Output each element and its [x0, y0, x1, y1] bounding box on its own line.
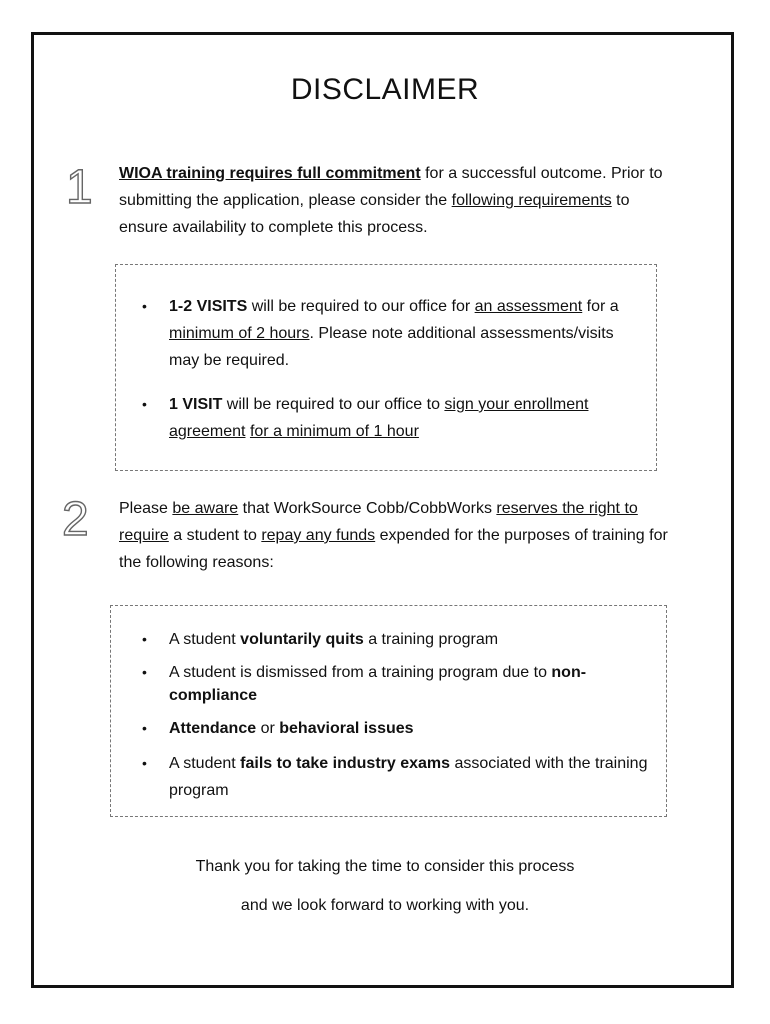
page-title: DISCLAIMER: [290, 73, 480, 106]
bullet-icon: •: [142, 396, 147, 412]
paragraph-text: to ensure availability to complete this process.: [119, 192, 630, 236]
list-item: [116, 717, 656, 740]
paragraph-underline: repay any funds: [261, 527, 376, 544]
paragraph-text: that WorkSource Cobb/CobbWorks: [238, 500, 497, 517]
item-bold: behavioral issues: [279, 720, 414, 737]
bullet-icon: •: [142, 755, 147, 771]
item-underline: sign your enrollment agreement: [169, 396, 589, 440]
visits-label: 1-2 VISITS: [169, 298, 248, 315]
bullet-icon: •: [142, 664, 147, 680]
list-item: [116, 628, 656, 651]
item-bold: Attendance: [169, 720, 257, 737]
item-bold: voluntarily quits: [240, 631, 364, 648]
item-text: A student: [169, 631, 241, 648]
item-text: will be required to our office for: [247, 298, 475, 315]
item-underline: minimum of 2 hours: [169, 325, 310, 342]
item-underline: an assessment: [474, 298, 583, 315]
item-text: for a: [582, 298, 619, 315]
bullet-icon: •: [142, 720, 147, 736]
requirements-list: [116, 293, 636, 462]
reasons-box: [110, 605, 667, 817]
item-text: . Please note additional assessments/visits may be required.: [169, 325, 614, 369]
item-text: a training program: [363, 631, 499, 648]
item-text: A student: [169, 755, 241, 772]
paragraph-text: for a successful outcome. Prior to submitting the application, please consider the: [119, 165, 663, 209]
item-text: associated with the training program: [169, 755, 648, 799]
visit-label: 1 VISIT: [169, 396, 223, 413]
closing-line-1: Thank you for taking the time to consider this process: [195, 858, 575, 875]
item-text: will be required to our office to: [222, 396, 445, 413]
paragraph-underline: reserves the right to require: [119, 500, 638, 544]
item-text: or: [256, 720, 280, 737]
step-number-2: 2: [62, 493, 89, 546]
list-item: [116, 391, 636, 445]
item-bold: non-compliance: [169, 664, 587, 704]
paragraph-text: Please: [119, 500, 173, 517]
list-item: [116, 293, 636, 374]
bullet-icon: •: [142, 631, 147, 647]
step-number-1: 1: [66, 161, 93, 214]
list-item: [116, 661, 656, 707]
commitment-heading: WIOA training requires full commitment: [119, 165, 421, 182]
list-item: [116, 750, 656, 804]
section-1-paragraph: [119, 160, 679, 241]
item-text: A student is dismissed from a training program due to: [169, 664, 552, 681]
item-underline: for a minimum of 1 hour: [249, 423, 419, 440]
closing-line-2: and we look forward to working with you.: [240, 897, 530, 914]
paragraph-text: expended for the purposes of training for the following reasons:: [119, 527, 668, 571]
following-requirements-text: following requirements: [451, 192, 612, 209]
bullet-icon: •: [142, 298, 147, 314]
section-2-paragraph: [119, 495, 679, 576]
paragraph-underline: be aware: [172, 500, 239, 517]
item-bold: fails to take industry exams: [240, 755, 451, 772]
paragraph-text: a student to: [168, 527, 262, 544]
requirements-box: [115, 264, 657, 471]
reasons-list: [116, 628, 656, 814]
